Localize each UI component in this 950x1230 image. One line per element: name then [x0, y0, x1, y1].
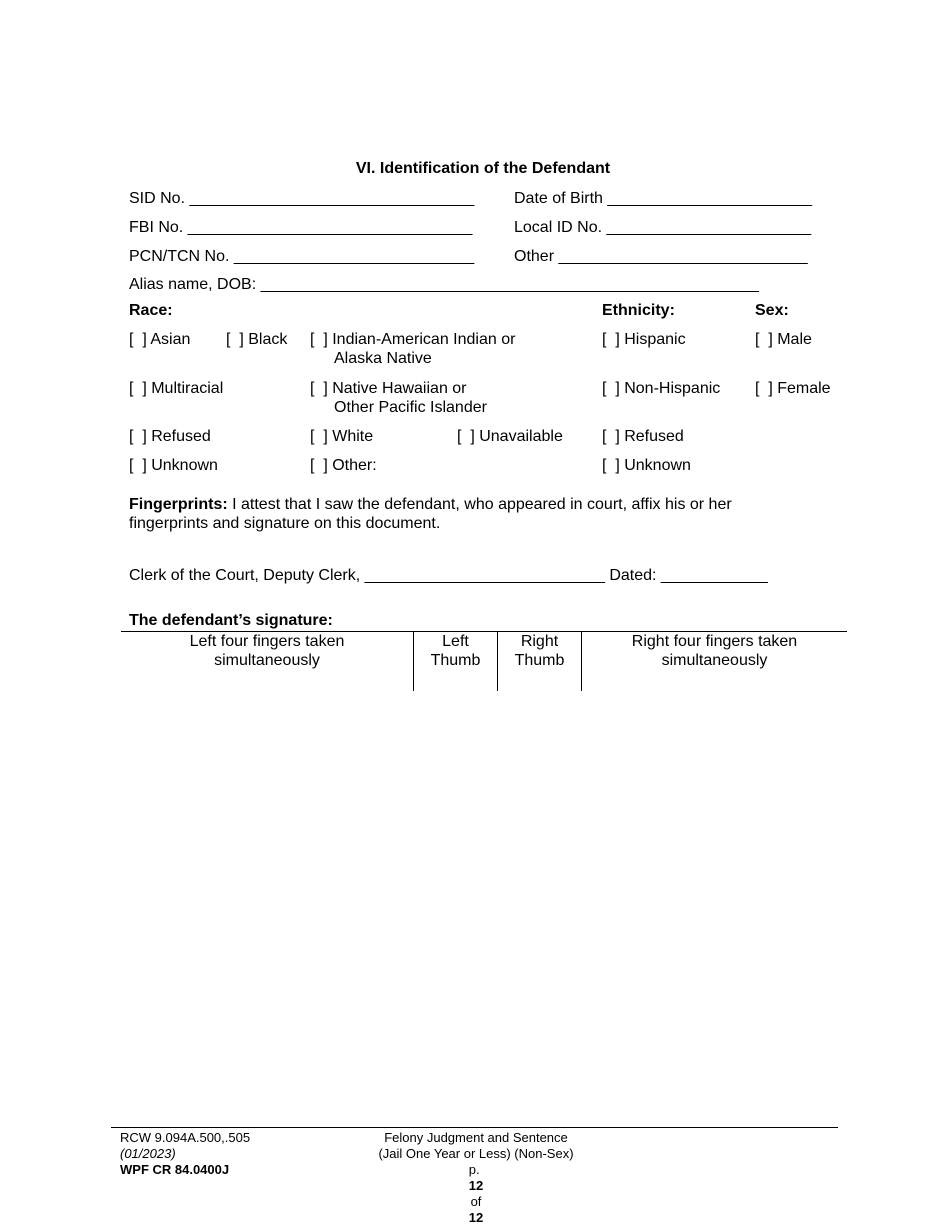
sex-male-checkbox[interactable]: [ ] Male [755, 331, 812, 348]
right-four-fingers-box[interactable] [582, 632, 847, 670]
fingerprints-attestation [129, 495, 732, 514]
right-thumb-box[interactable] [498, 632, 581, 670]
footer-divider [111, 1127, 838, 1128]
ethnicity-unknown-checkbox[interactable]: [ ] Unknown [602, 457, 691, 474]
page-current: 12 [468, 1178, 484, 1193]
left-thumb-label-2: Thumb [430, 652, 481, 669]
footer-page-number [326, 1162, 626, 1226]
defendant-signature-label: The defendant’s signature: [129, 612, 333, 629]
alias-field[interactable]: Alias name, DOB: ________________________________________________________ [129, 276, 759, 293]
race-multiracial-checkbox[interactable]: [ ] Multiracial [129, 380, 224, 397]
footer-form-title [326, 1130, 626, 1226]
footer-rcw: RCW 9.094A.500,.505 [120, 1130, 251, 1145]
race-indian-label-1: [ ] Indian-American Indian or [310, 331, 516, 348]
footer-title-2: (Jail One Year or Less) (Non-Sex) [378, 1146, 574, 1161]
right-thumb-label-1: Right [520, 633, 559, 650]
right-four-fingers-label-2: simultaneously [661, 652, 768, 669]
race-hawaiian-label-1: [ ] Native Hawaiian or [310, 380, 467, 397]
ethnicity-non-hispanic-checkbox[interactable]: [ ] Non-Hispanic [602, 380, 721, 397]
page-prefix: p. [468, 1162, 484, 1177]
ethnicity-refused-checkbox[interactable]: [ ] Refused [602, 428, 684, 445]
page-of: of [466, 1194, 486, 1209]
fbi-field[interactable]: FBI No. ________________________________ [129, 219, 473, 236]
dob-field[interactable]: Date of Birth _______________________ [514, 190, 813, 207]
page-total: 12 [468, 1210, 484, 1225]
race-black-checkbox[interactable]: [ ] Black [226, 331, 288, 348]
ethnicity-heading: Ethnicity: [602, 302, 675, 319]
section-title: VI. Identification of the Defendant [355, 160, 611, 177]
race-indian-checkbox[interactable] [310, 330, 515, 368]
sex-heading: Sex: [755, 302, 789, 319]
race-unavailable-checkbox[interactable]: [ ] Unavailable [457, 428, 563, 445]
race-white-checkbox[interactable]: [ ] White [310, 428, 374, 445]
race-refused-checkbox[interactable]: [ ] Refused [129, 428, 211, 445]
left-four-fingers-box[interactable] [121, 632, 413, 670]
footer-form-id: WPF CR 84.0400J [120, 1162, 230, 1177]
race-asian-checkbox[interactable]: [ ] Asian [129, 331, 191, 348]
fingerprints-text-1: I attest that I saw the defendant, who appeared in court, affix his or her [227, 496, 732, 513]
right-thumb-label-2: Thumb [514, 652, 565, 669]
right-four-fingers-label-1: Right four fingers taken [631, 633, 798, 650]
left-thumb-label-1: Left [442, 633, 469, 650]
left-four-fingers-label-2: simultaneously [214, 652, 320, 669]
left-four-fingers-label-1: Left four fingers taken [189, 633, 345, 650]
left-thumb-box[interactable] [414, 632, 497, 670]
pcn-field[interactable]: PCN/TCN No. ___________________________ [129, 248, 475, 265]
fingerprints-text-2: fingerprints and signature on this document. [129, 515, 441, 532]
fingerprints-label: Fingerprints: [129, 496, 228, 513]
race-other-checkbox[interactable]: [ ] Other: [310, 457, 377, 474]
race-indian-label-2: Alaska Native [334, 350, 432, 367]
other-id-field[interactable]: Other ____________________________ [514, 248, 808, 265]
race-hawaiian-checkbox[interactable] [310, 379, 487, 417]
footer-date: (01/2023) [120, 1146, 176, 1161]
clerk-signature-line[interactable]: Clerk of the Court, Deputy Clerk, ___________________________ Dated: ____________ [129, 567, 768, 584]
ethnicity-hispanic-checkbox[interactable]: [ ] Hispanic [602, 331, 686, 348]
local-id-field[interactable]: Local ID No. _______________________ [514, 219, 812, 236]
race-unknown-checkbox[interactable]: [ ] Unknown [129, 457, 218, 474]
sex-female-checkbox[interactable]: [ ] Female [755, 380, 831, 397]
race-hawaiian-label-2: Other Pacific Islander [334, 399, 487, 416]
sid-field[interactable]: SID No. ________________________________ [129, 190, 475, 207]
footer-title-1: Felony Judgment and Sentence [384, 1130, 568, 1145]
race-heading: Race: [129, 302, 173, 319]
